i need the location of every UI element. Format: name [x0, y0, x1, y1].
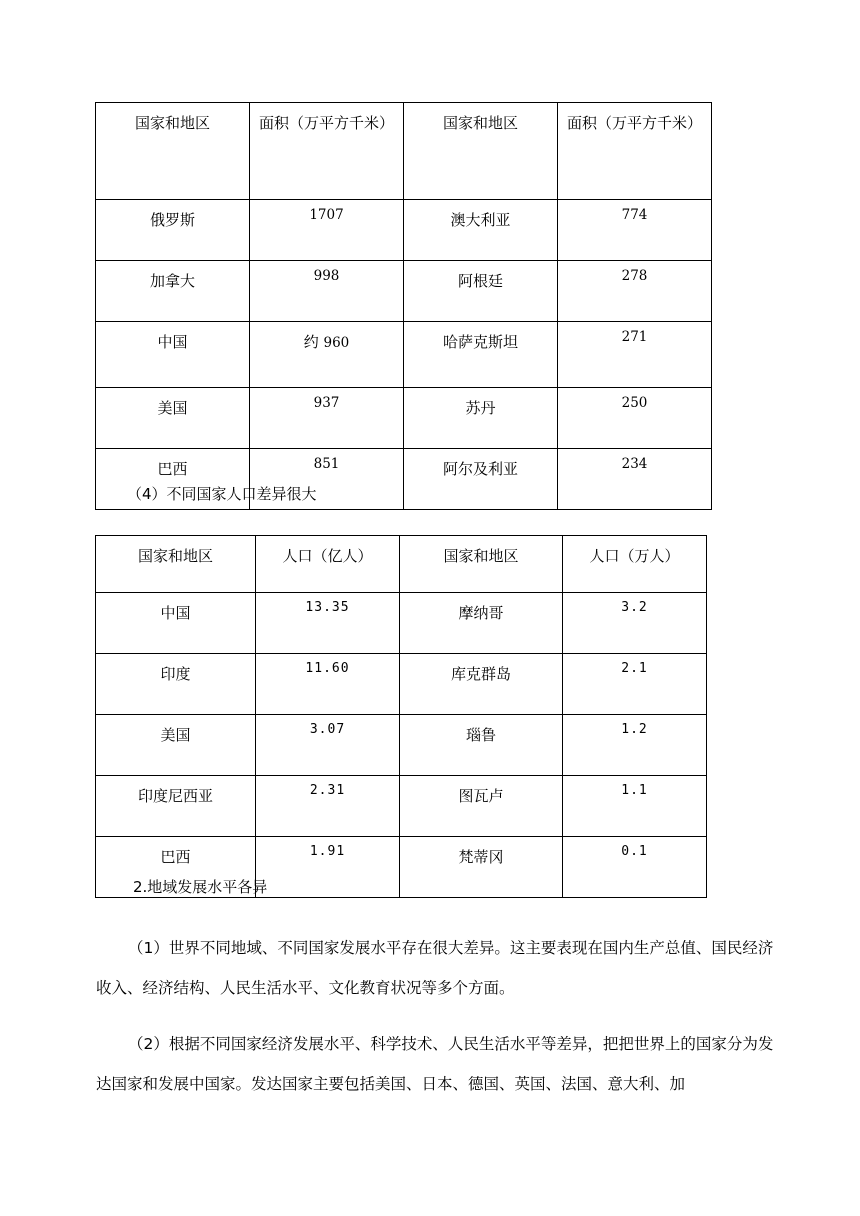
- population-value: 3.2: [563, 593, 707, 654]
- table-row: [96, 261, 712, 322]
- country-cell: 印度: [96, 654, 256, 715]
- section-heading: 2.地域发展水平各异: [133, 878, 268, 896]
- header-country-2: 国家和地区: [404, 103, 558, 200]
- approx-prefix: 约: [303, 333, 319, 351]
- header-country-2: 国家和地区: [400, 536, 563, 593]
- area-value: 250: [558, 388, 712, 449]
- population-table: [95, 535, 707, 898]
- area-value: 998: [250, 261, 404, 322]
- paragraph: [96, 928, 776, 1008]
- header-country-1: 国家和地区: [96, 103, 250, 200]
- country-cell: 巴西: [96, 837, 256, 898]
- country-cell: 中国: [96, 322, 250, 388]
- area-value: 271: [558, 322, 712, 388]
- population-note: （4）不同国家人口差异很大: [127, 485, 317, 503]
- country-cell: 阿根廷: [404, 261, 558, 322]
- country-cell: 印度尼西亚: [96, 776, 256, 837]
- population-value: 0.1: [563, 837, 707, 898]
- area-value: [250, 322, 404, 388]
- population-value: 1.91: [256, 837, 400, 898]
- table-row: [96, 776, 707, 837]
- country-cell: 哈萨克斯坦: [404, 322, 558, 388]
- country-cell: 图瓦卢: [400, 776, 563, 837]
- country-cell: 阿尔及利亚: [404, 449, 558, 510]
- area-value: 278: [558, 261, 712, 322]
- area-table-header-row: [96, 103, 712, 200]
- population-value: 1.2: [563, 715, 707, 776]
- header-area-2: 面积（万平方千米）: [558, 103, 712, 200]
- country-cell: 澳大利亚: [404, 200, 558, 261]
- area-value: 851: [250, 449, 404, 510]
- population-value: 11.60: [256, 654, 400, 715]
- country-cell: 巴西: [96, 449, 250, 510]
- population-table-header-row: [96, 536, 707, 593]
- table-row: [96, 715, 707, 776]
- area-value: 937: [250, 388, 404, 449]
- country-cell: 俄罗斯: [96, 200, 250, 261]
- country-cell: 苏丹: [404, 388, 558, 449]
- area-value: 234: [558, 449, 712, 510]
- country-cell: 瑙鲁: [400, 715, 563, 776]
- paragraph-text: （2）根据不同国家经济发展水平、科学技术、人民生活水平等差异，把把世界上的国家分为发达国家和发展中国家。发达国家主要包括美国、日本、德国、英国、法国、意大利、加: [96, 1035, 774, 1093]
- area-value: 1707: [250, 200, 404, 261]
- header-area-1: 面积（万平方千米）: [250, 103, 404, 200]
- population-value: 1.1: [563, 776, 707, 837]
- table-row: [96, 593, 707, 654]
- area-value: 774: [558, 200, 712, 261]
- population-value: 2.31: [256, 776, 400, 837]
- population-value: 13.35: [256, 593, 400, 654]
- table-row: [96, 654, 707, 715]
- country-cell: 中国: [96, 593, 256, 654]
- table-row: [96, 200, 712, 261]
- country-cell: 加拿大: [96, 261, 250, 322]
- paragraph: [96, 1024, 776, 1104]
- population-value: 2.1: [563, 654, 707, 715]
- population-value: 3.07: [256, 715, 400, 776]
- country-cell: 美国: [96, 715, 256, 776]
- header-country-1: 国家和地区: [96, 536, 256, 593]
- paragraph-text: （1）世界不同地域、不同国家发展水平存在很大差异。这主要表现在国内生产总值、国民经济收入、经济结构、人民生活水平、文化教育状况等多个方面。: [96, 939, 774, 997]
- area-number: 960: [323, 335, 350, 351]
- header-population-2: 人口（万人）: [563, 536, 707, 593]
- header-population-1: 人口（亿人）: [256, 536, 400, 593]
- table-row: [96, 388, 712, 449]
- country-cell: 美国: [96, 388, 250, 449]
- country-cell: 摩纳哥: [400, 593, 563, 654]
- country-cell: 梵蒂冈: [400, 837, 563, 898]
- area-table: [95, 102, 712, 510]
- table-row: [96, 322, 712, 388]
- country-cell: 库克群岛: [400, 654, 563, 715]
